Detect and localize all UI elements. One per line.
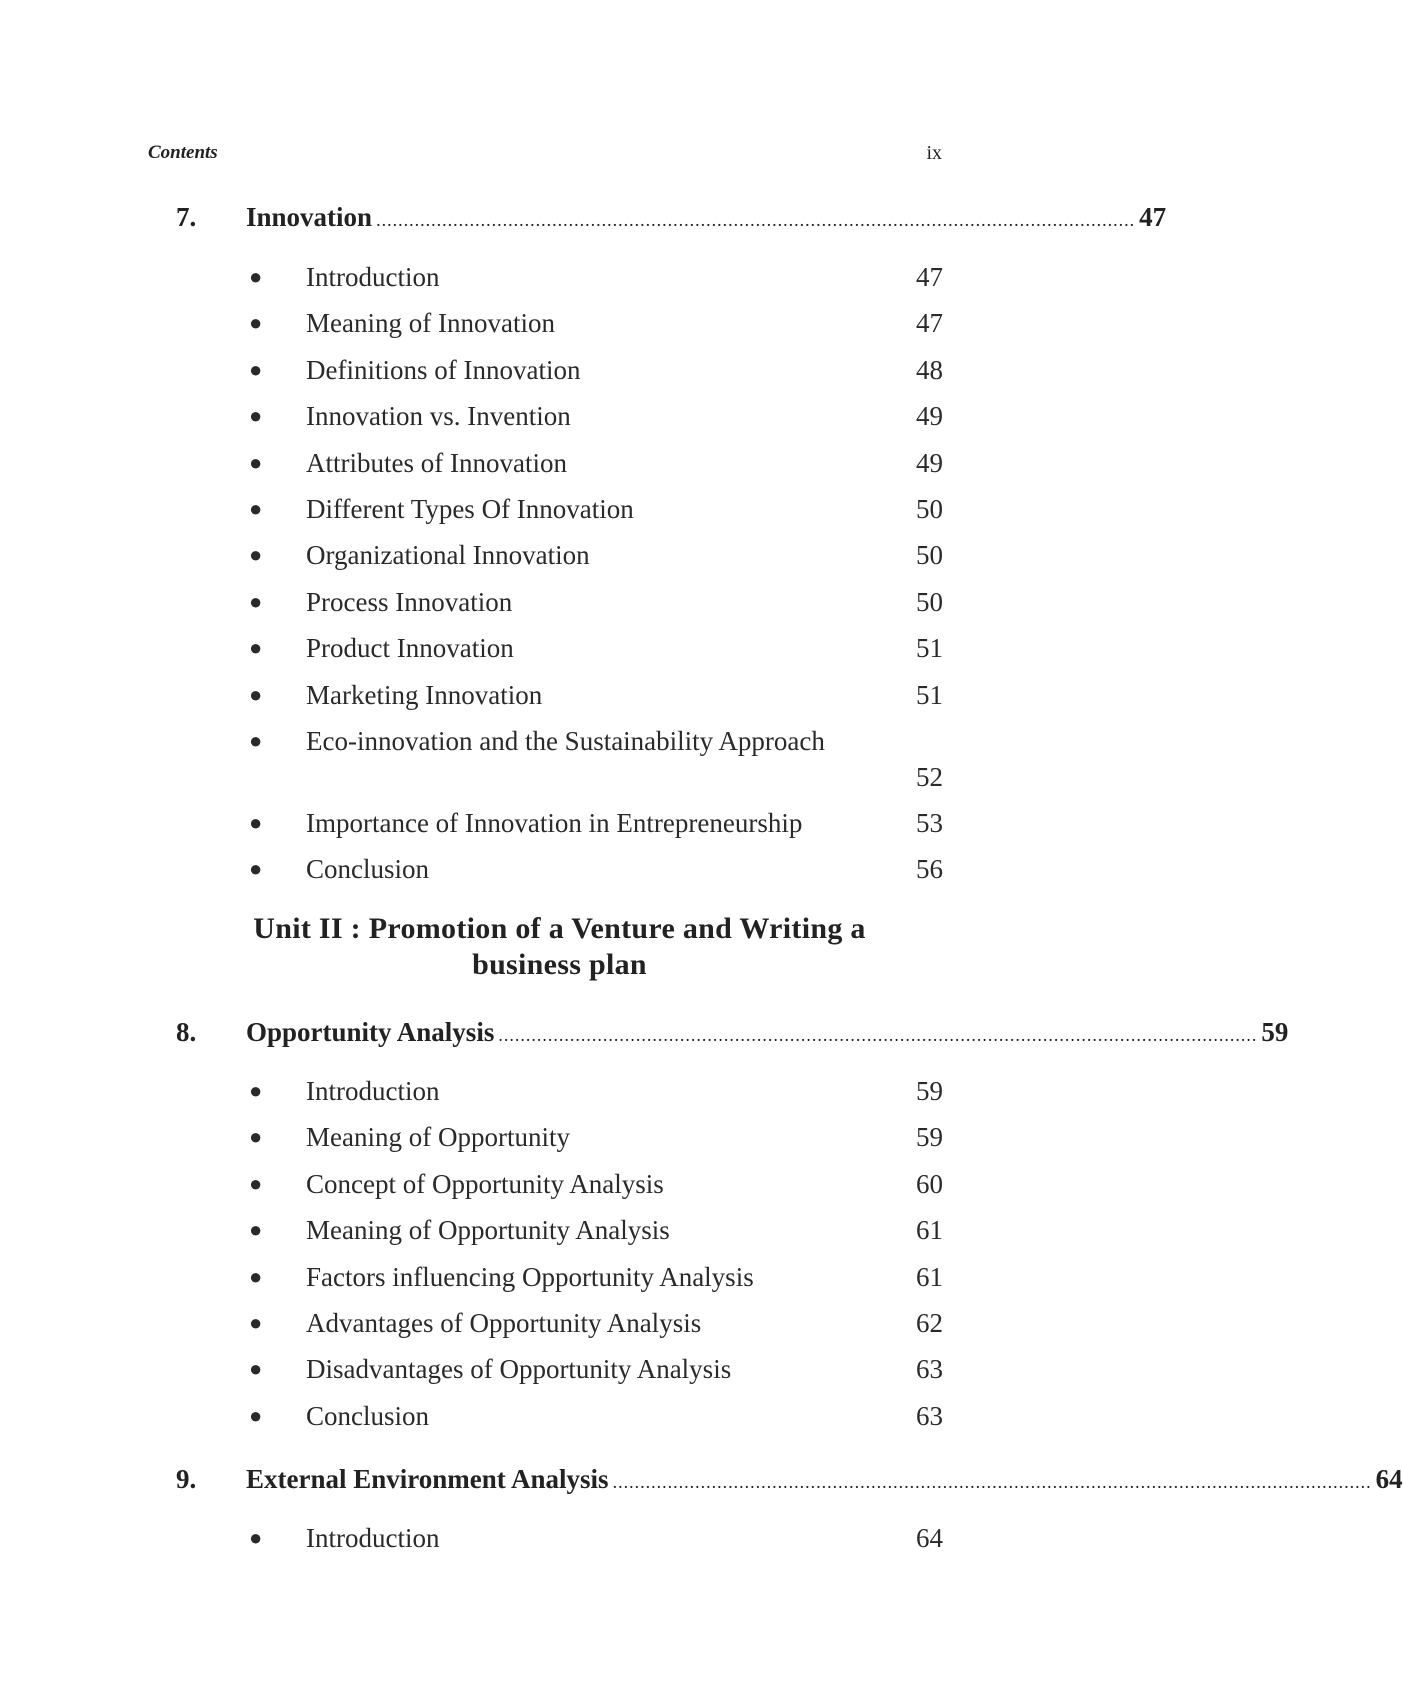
toc-item[interactable]: ● Conclusion 63 <box>245 1398 943 1444</box>
toc-item[interactable]: ● Eco-innovation and the Sustainability Approach 52 <box>245 723 943 805</box>
toc-item[interactable]: ● Disadvantages of Opportunity Analysis 63 <box>245 1351 943 1397</box>
bullet-icon: ● <box>249 1078 263 1103</box>
chapter-7-entry[interactable] <box>176 202 1167 242</box>
chapter-8-entry[interactable] <box>176 1017 1289 1057</box>
unit-heading-line-1: Unit II : Promotion of a Venture and Writing a <box>253 912 866 945</box>
page-number: ix <box>926 142 942 164</box>
bullet-icon: ● <box>249 542 263 568</box>
toc-item[interactable]: ● Process Innovation 50 <box>245 584 943 630</box>
chapter-number: 7. <box>176 202 197 232</box>
bullet-icon: ● <box>249 635 263 661</box>
toc-item[interactable]: ● Concept of Opportunity Analysis 60 <box>245 1166 943 1212</box>
bullet-icon: ● <box>249 310 263 336</box>
dot-leader: .......................................................................................................................................... <box>612 1472 1372 1492</box>
bullet-icon: ● <box>249 856 263 882</box>
chapter-page: 47 <box>1139 202 1167 232</box>
bullet-icon: ● <box>249 1356 263 1382</box>
bullet-icon: ● <box>249 1124 263 1150</box>
bullet-icon: ● <box>249 1170 263 1196</box>
toc-item[interactable]: ● Importance of Innovation in Entrepreneurship 53 <box>245 805 943 851</box>
chapter-9-entry[interactable] <box>176 1464 1403 1504</box>
unit-heading-line-2: business plan <box>472 948 647 981</box>
chapter-7-sections <box>245 259 943 898</box>
bullet-icon: ● <box>249 449 263 475</box>
chapter-number: 9. <box>176 1464 197 1494</box>
toc-item[interactable]: ● Conclusion 56 <box>245 851 943 897</box>
toc-item[interactable]: ● Introduction 47 <box>245 259 943 305</box>
toc-item[interactable]: ● Definitions of Innovation 48 <box>245 352 943 398</box>
bullet-icon: ● <box>249 264 263 289</box>
chapter-page: 59 <box>1261 1017 1289 1047</box>
running-head-title: Contents <box>148 142 218 163</box>
running-head <box>148 142 942 172</box>
toc-item[interactable]: ● Meaning of Opportunity 59 <box>245 1119 943 1165</box>
bullet-icon: ● <box>249 356 263 382</box>
toc-item[interactable]: ● Attributes of Innovation 49 <box>245 445 943 491</box>
chapter-title: External Environment Analysis <box>246 1464 609 1494</box>
chapter-9-sections <box>245 1520 943 1566</box>
unit-heading <box>176 911 943 983</box>
bullet-icon: ● <box>249 681 263 707</box>
toc-item[interactable]: ● Product Innovation 51 <box>245 630 943 676</box>
toc-item[interactable]: ● Marketing Innovation 51 <box>245 677 943 723</box>
bullet-icon: ● <box>249 1525 263 1550</box>
toc-item[interactable]: ● Factors influencing Opportunity Analysis 61 <box>245 1259 943 1305</box>
chapter-number: 8. <box>176 1017 197 1047</box>
toc-item[interactable]: ● Meaning of Opportunity Analysis 61 <box>245 1212 943 1258</box>
chapter-title: Opportunity Analysis <box>246 1017 495 1047</box>
toc-item[interactable]: ● Introduction 59 <box>245 1073 943 1119</box>
bullet-icon: ● <box>249 403 263 429</box>
bullet-icon: ● <box>249 1309 263 1335</box>
toc-item[interactable]: ● Organizational Innovation 50 <box>245 537 943 583</box>
dot-leader: .......................................................................................................................................... <box>376 210 1136 230</box>
bullet-icon: ● <box>249 727 263 753</box>
toc-item[interactable]: ● Innovation vs. Invention 49 <box>245 398 943 444</box>
toc-item[interactable]: ● Advantages of Opportunity Analysis 62 <box>245 1305 943 1351</box>
bullet-icon: ● <box>249 809 263 835</box>
bullet-icon: ● <box>249 495 263 521</box>
bullet-icon: ● <box>249 1402 263 1428</box>
chapter-title: Innovation <box>246 202 373 232</box>
chapter-8-sections <box>245 1073 943 1444</box>
chapter-page: 64 <box>1375 1464 1403 1494</box>
dot-leader: .......................................................................................................................................... <box>498 1025 1258 1045</box>
toc-item[interactable]: ● Different Types Of Innovation 50 <box>245 491 943 537</box>
bullet-icon: ● <box>249 1263 263 1289</box>
toc-item[interactable]: ● Introduction 64 <box>245 1520 943 1566</box>
toc-item[interactable]: ● Meaning of Innovation 47 <box>245 305 943 351</box>
bullet-icon: ● <box>249 588 263 614</box>
bullet-icon: ● <box>249 1217 263 1243</box>
